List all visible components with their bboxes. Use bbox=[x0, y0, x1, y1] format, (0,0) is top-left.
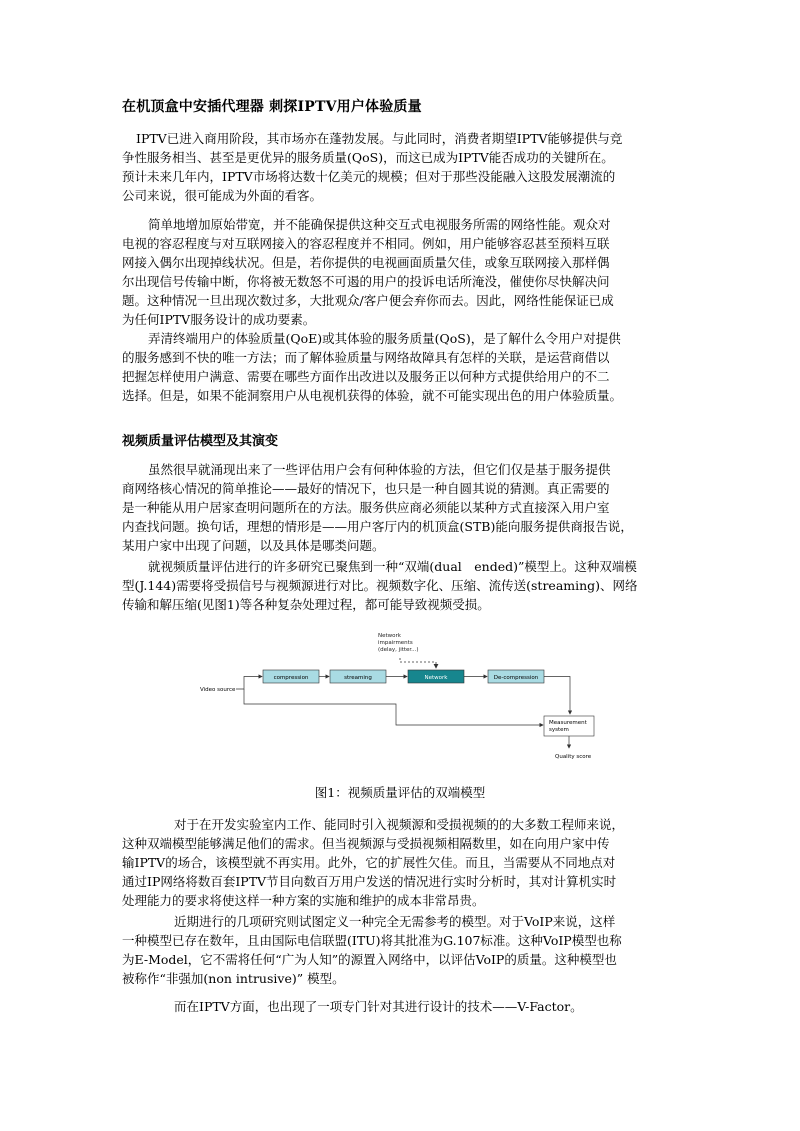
text-line: 争性服务相当、甚至是更优异的服务质量(QoS)，而这已成为IPTV能否成功的关键所在。 bbox=[122, 150, 614, 165]
paragraph-7 bbox=[122, 912, 692, 988]
measurement-label-line2: system bbox=[549, 727, 569, 733]
text-line: 传输和解压缩(见图1)等各种复杂处理过程，都可能导致视频受损。 bbox=[122, 597, 490, 612]
text-line: 把握怎样使用户满意、需要在哪些方面作出改进以及服务正以何种方式提供给用户的不二 bbox=[122, 369, 610, 384]
text-line: 商网络核心情况的简单推论——最好的情况下，也只是一种自圆其说的猜测。真正需要的 bbox=[122, 481, 610, 496]
text-line: 通过IP网络将数百套IPTV节目向数百万用户发送的情况进行实时分析时，其对计算机实时 bbox=[122, 874, 617, 889]
text-line: 弄清终端用户的体验质量(QoE)或其体验的服务质量(QoS)，是了解什么令用户对提供 bbox=[148, 331, 621, 346]
text-line: 选择。但是，如果不能洞察用户从电视机获得的体验，就不可能实现出色的用户体验质量。 bbox=[122, 388, 623, 403]
text-line: 为任何IPTV服务设计的成功要素。 bbox=[122, 312, 316, 327]
text-line: 电视的容忍程度与对互联网接入的容忍程度并不相同。例如，用户能够容忍甚至预料互联 bbox=[122, 236, 610, 251]
dual-ended-model-diagram bbox=[200, 628, 610, 778]
text-line: 对于在开发实验室内工作、能同时引入视频源和受损视频的的大多数工程师来说， bbox=[174, 817, 625, 832]
text-line: 网接入偶尔出现掉线状况。但是，若你提供的电视画面质量欠佳，或象互联网接入那样偶 bbox=[122, 255, 610, 270]
paragraph-8 bbox=[122, 997, 692, 1016]
text-line: 某用户家中出现了问题，以及具体是哪类问题。 bbox=[122, 538, 385, 553]
compression-label: compression bbox=[273, 675, 309, 681]
text-line: 被称作“非强加(non intrusive)” 模型。 bbox=[122, 971, 345, 986]
text-line: 为E-Model，它不需将任何“广为人知”的源置入网络中，以评估VoIP的质量。这种模型也 bbox=[122, 952, 617, 967]
text-line: 公司来说，很可能成为外面的看客。 bbox=[122, 188, 323, 203]
section-heading: 视频质量评估模型及其演变 bbox=[122, 434, 279, 449]
text-line: 一种模型已存在数年，且由国际电信联盟(ITU)将其批准为G.107标准。这种VoIP模型也称 bbox=[122, 933, 622, 948]
text-line: 简单地增加原始带宽，并不能确保提供这种交互式电视服务所需的网络性能。观众对 bbox=[148, 217, 611, 232]
text-line: 就视频质量评估进行的许多研究已聚焦到一种“双端(dual ended)”模型上。这种双端模 bbox=[148, 559, 637, 574]
text-line: 这种双端模型能够满足他们的需求。但当视频源与受损视频相隔数里，如在向用户家中传 bbox=[122, 836, 610, 851]
paragraph-6 bbox=[122, 815, 692, 910]
arrow-source-compression bbox=[236, 677, 262, 690]
text-line: IPTV已进入商用阶段，其市场亦在蓬勃发展。与此同时，消费者期望IPTV能够提供与竞 bbox=[136, 131, 623, 146]
text-line: 处理能力的要求将使这样一种方案的实施和维护的成本非常昂贵。 bbox=[122, 893, 485, 908]
text-line: 题。这种情况一旦出现次数过多，大批观众/客户便会弃你而去。因此，网络性能保证已成 bbox=[122, 293, 614, 308]
paragraph-1 bbox=[122, 129, 692, 205]
paragraph-3 bbox=[122, 329, 692, 405]
impairments-label-line3: (delay, jitter...) bbox=[378, 647, 419, 653]
impairments-label-line2: impairments bbox=[378, 640, 413, 646]
measurement-label-line1: Measurement bbox=[549, 720, 587, 726]
text-line: 是一种能从用户居家查明问题所在的方法。服务供应商必须能以某种方式直接深入用户室 bbox=[122, 500, 610, 515]
impairment-arrow bbox=[400, 658, 436, 668]
quality-score-label: Quality score bbox=[555, 754, 592, 760]
text-line: 型(J.144)需要将受损信号与视频源进行对比。视频数字化、压缩、流传送(streaming)、网络 bbox=[122, 578, 638, 593]
streaming-label: streaming bbox=[344, 675, 372, 681]
video-source-label: Video source bbox=[200, 687, 236, 693]
arrow-source-measurement bbox=[244, 689, 543, 725]
network-label: Network bbox=[424, 675, 448, 681]
decompression-label: De-compression bbox=[493, 675, 539, 681]
text-line: 虽然很早就涌现出来了一些评估用户会有何种体验的方法，但它们仅是基于服务提供 bbox=[148, 462, 611, 477]
text-line: 预计未来几年内，IPTV市场将达数十亿美元的规模；但对于那些没能融入这股发展潮流的 bbox=[122, 169, 616, 184]
figure-caption: 图1：视频质量评估的双端模型 bbox=[314, 785, 486, 800]
page-title: 在机顶盒中安插代理器 刺探IPTV用户体验质量 bbox=[122, 99, 422, 115]
paragraph-2 bbox=[122, 215, 692, 329]
text-line: 尔出现信号传输中断，你将被无数怒不可遏的用户的投诉电话所淹没，催使你尽快解决问 bbox=[122, 274, 610, 289]
text-line: 的服务感到不快的唯一方法；而了解体验质量与网络故障具有怎样的关联，是运营商借以 bbox=[122, 350, 610, 365]
text-line: 输IPTV的场合，该模型就不再实用。此外，它的扩展性欠佳。而且，当需要从不同地点对 bbox=[122, 855, 616, 870]
impairments-label-line1: Network bbox=[378, 633, 401, 639]
text-line: 内查找问题。换句话，理想的情形是——用户客厅内的机顶盒(STB)能向服务提供商报告说， bbox=[122, 519, 633, 534]
text-line: 近期进行的几项研究则试图定义一种完全无需参考的模型。对于VoIP来说，这样 bbox=[174, 914, 616, 929]
arrow-decompression-measurement bbox=[544, 677, 570, 715]
paragraph-5 bbox=[122, 557, 692, 614]
text-line: 而在IPTV方面，也出现了一项专门针对其进行设计的技术——V-Factor。 bbox=[174, 999, 583, 1014]
measurement-system-box bbox=[544, 716, 594, 736]
paragraph-4 bbox=[122, 460, 692, 555]
